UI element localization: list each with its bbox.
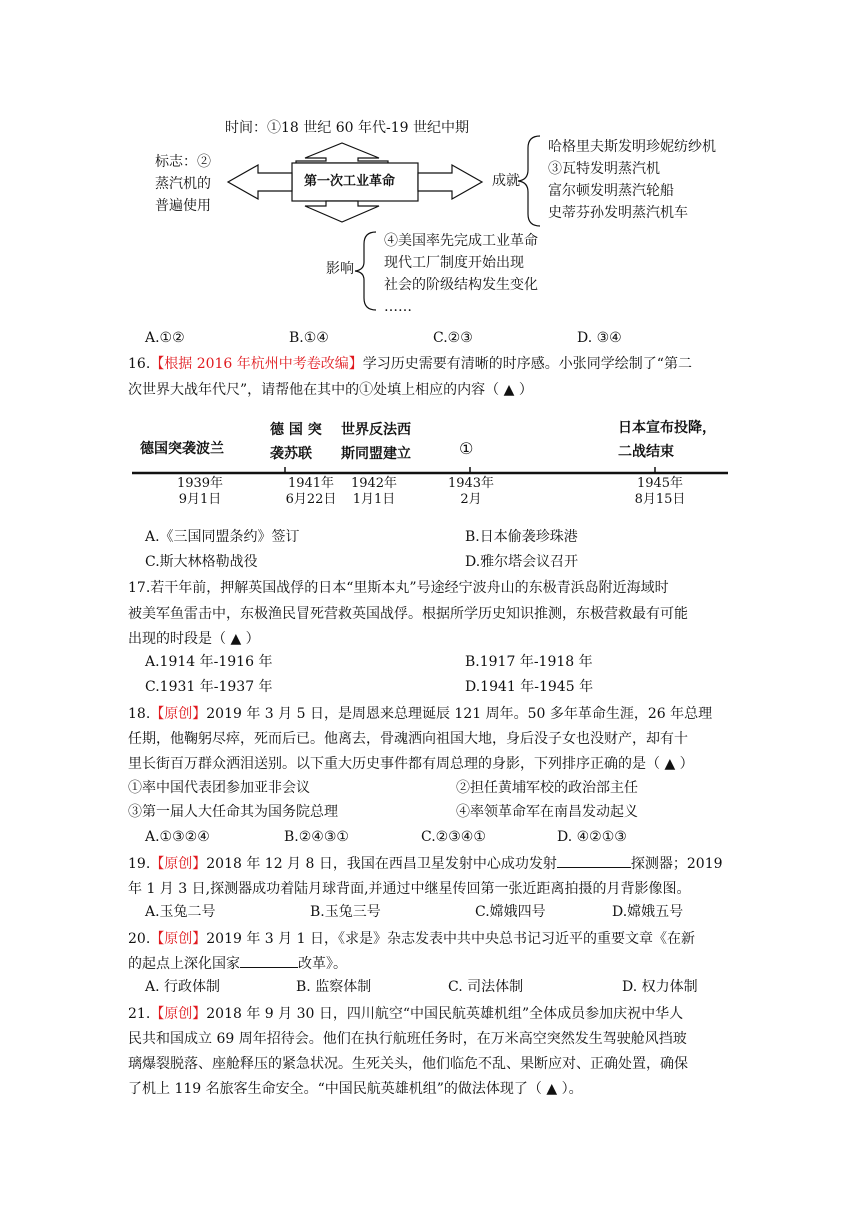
- timeline-label: 二战结束: [618, 444, 674, 460]
- timeline-label: 德 国 突: [270, 422, 322, 438]
- q18-line-2: 任期，他鞠躬尽瘁，死而后已。他离去，骨魂洒向祖国大地，身后没子女也没财产，却有十: [128, 731, 688, 747]
- q17-option-a: A.1914 年-1916 年: [145, 654, 273, 670]
- q18-event-1: ①率中国代表团参加亚非会议: [128, 780, 310, 796]
- q20-option-c: C. 司法体制: [448, 979, 524, 995]
- source-tag: 【原创】: [150, 856, 207, 872]
- q16-option-b: B.日本偷袭珍珠港: [465, 529, 578, 545]
- q18-event-3: ③第一届人大任命其为国务院总理: [128, 804, 338, 820]
- timeline-label: 袭苏联: [270, 446, 312, 462]
- impact-item: 现代工厂制度开始出现: [384, 255, 524, 271]
- q21-line-4: 了机上 119 名旅客生命安全。“中国民航英雄机组”的做法体现了（ ▲ ）。: [128, 1081, 583, 1097]
- left-arrow-icon: [228, 165, 292, 199]
- q19-option-a: A.玉兔二号: [145, 904, 216, 920]
- timeline-label: 世界反法西: [341, 422, 411, 438]
- q20-line-2: 的起点上深化国家 改革》。: [128, 952, 748, 976]
- impact-item: ④美国率先完成工业革命: [384, 233, 538, 249]
- diagram-achievements-label: 成就: [492, 173, 520, 189]
- achievement-item: 史蒂芬孙发明蒸汽机车: [548, 205, 688, 221]
- q18-event-2: ②担任黄埔军校的政治部主任: [456, 780, 638, 796]
- achievements-brace: [518, 136, 540, 226]
- diagram-sign-line-1: 标志：②: [155, 154, 211, 170]
- q20-line-1: 20.【原创】2019 年 3 月 1 日，《求是》杂志发表中共中央总书记习近平的重要文章《在新: [128, 931, 695, 947]
- q18-option-d: D. ④②①③: [557, 829, 627, 845]
- down-arrow-icon: [305, 201, 379, 222]
- q17-option-d: D.1941 年-1945 年: [465, 679, 594, 695]
- achievement-item: 富尔顿发明蒸汽轮船: [548, 183, 674, 199]
- q16-line-1: 16.【根据 2016 年杭州中考卷改编】学习历史需要有清晰的时序感。小张同学绘制了“第二: [128, 356, 692, 372]
- answer-blank[interactable]: [240, 952, 298, 968]
- timeline-date: 1943年 2月: [447, 476, 495, 507]
- up-arrow-icon: [296, 143, 388, 163]
- q16-option-a: A.《三国同盟条约》签订: [145, 529, 300, 545]
- timeline-date: 1939年 9月1日: [176, 476, 224, 507]
- timeline-date: 1941年 6月22日: [285, 476, 337, 507]
- timeline-blank-marker: ①: [459, 439, 474, 458]
- timeline-date: 1942年 1月1日: [350, 476, 398, 507]
- timeline-label: 日本宣布投降，: [618, 420, 716, 436]
- timeline-date: 1945年 8月15日: [634, 476, 686, 507]
- timeline-label: 德国突袭波兰: [140, 441, 224, 457]
- question-number: 20.: [128, 931, 151, 947]
- q16-option-d: D.雅尔塔会议召开: [465, 554, 579, 570]
- source-tag: 【原创】: [150, 1006, 207, 1022]
- impact-item: 社会的阶级结构发生变化: [384, 277, 538, 293]
- q19-line-1: 19.【原创】2018 年 12 月 8 日，我国在西昌卫星发射中心成功发射 探测器；2019: [128, 852, 748, 876]
- q15-option-b: B.①④: [289, 330, 329, 346]
- diagram-impact-label: 影响: [326, 261, 354, 277]
- q17-option-b: B.1917 年-1918 年: [465, 654, 593, 670]
- achievement-item: 哈格里夫斯发明珍妮纺纱机: [548, 139, 716, 155]
- answer-blank[interactable]: [557, 852, 631, 868]
- diagram-sign-line-2: 蒸汽机的: [155, 176, 211, 192]
- source-tag: 【根据 2016 年杭州中考卷改编】: [150, 356, 363, 372]
- q21-line-2: 民共和国成立 69 周年招待会。他们在执行航班任务时，在万米高空突然发生驾驶舱风挡玻: [128, 1031, 687, 1047]
- q19-option-b: B.玉兔三号: [310, 904, 381, 920]
- diagram-sign-line-3: 普遍使用: [155, 198, 211, 214]
- q17-line-2: 被美军鱼雷击中，东极渔民冒死营救英国战俘。根据所学历史知识推测，东极营救最有可能: [128, 606, 688, 622]
- q17-option-c: C.1931 年-1937 年: [145, 679, 273, 695]
- question-number: 16.: [128, 356, 151, 372]
- q20-option-b: B. 监察体制: [296, 979, 372, 995]
- q15-option-a: A.①②: [145, 330, 185, 346]
- question-number: 21.: [128, 1006, 151, 1022]
- q18-line-3: 里长街百万群众洒泪送别。以下重大历史事件都有周总理的身影，下列排序正确的是（ ▲ ）: [128, 756, 694, 772]
- ww2-timeline: [130, 420, 730, 509]
- q16-line-2: 次世界大战年代尺”，请帮他在其中的①处填上相应的内容（ ▲ ）: [128, 382, 533, 398]
- q21-line-3: 璃爆裂脱落、座舱释压的紧急状况。生死关头，他们临危不乱、果断应对、正确处置，确保: [128, 1056, 688, 1072]
- source-tag: 【原创】: [150, 931, 207, 947]
- q20-option-d: D. 权力体制: [622, 979, 698, 995]
- achievement-item: ③瓦特发明蒸汽机: [548, 161, 660, 177]
- q19-option-c: C.嫦娥四号: [475, 904, 546, 920]
- impact-item: ……: [384, 299, 412, 315]
- q15-option-c: C.②③: [433, 330, 473, 346]
- timeline-label: 斯同盟建立: [341, 446, 411, 462]
- q18-option-a: A.①③②④: [145, 829, 210, 845]
- q18-event-4: ④率领革命军在南昌发动起义: [456, 804, 638, 820]
- diagram-center-label: 第一次工业革命: [304, 174, 396, 189]
- q20-option-a: A. 行政体制: [145, 979, 221, 995]
- q16-option-c: C.斯大林格勒战役: [145, 554, 258, 570]
- q19-line-2: 年 1 月 3 日,探测器成功着陆月球背面,并通过中继星传回第一张近距离拍摄的月背影像图。: [128, 881, 691, 897]
- q19-option-d: D.嫦娥五号: [612, 904, 684, 920]
- q15-option-d: D. ③④: [577, 330, 622, 346]
- question-number: 19.: [128, 856, 151, 872]
- diagram-time: 时间：①18 世纪 60 年代-19 世纪中期: [225, 120, 469, 136]
- q17-line-1: 17.若干年前，押解英国战俘的日本“里斯本丸”号途经宁波舟山的东极青浜岛附近海域时: [128, 580, 669, 596]
- right-arrow-icon: [418, 165, 482, 199]
- q18-option-b: B.②④③①: [284, 829, 349, 845]
- q17-line-3: 出现的时段是（ ▲ ）: [128, 631, 260, 647]
- source-tag: 【原创】: [150, 706, 207, 722]
- question-number: 18.: [128, 706, 151, 722]
- impacts-brace: [355, 232, 376, 310]
- q18-option-c: C.②③④①: [421, 829, 486, 845]
- q21-line-1: 21.【原创】2018 年 9 月 30 日，四川航空“中国民航英雄机组”全体成员参加庆祝中华人: [128, 1006, 684, 1022]
- q18-line-1: 18.【原创】2019 年 3 月 5 日，是周恩来总理诞辰 121 周年。50 多年革命生涯，26 年总理: [128, 706, 713, 722]
